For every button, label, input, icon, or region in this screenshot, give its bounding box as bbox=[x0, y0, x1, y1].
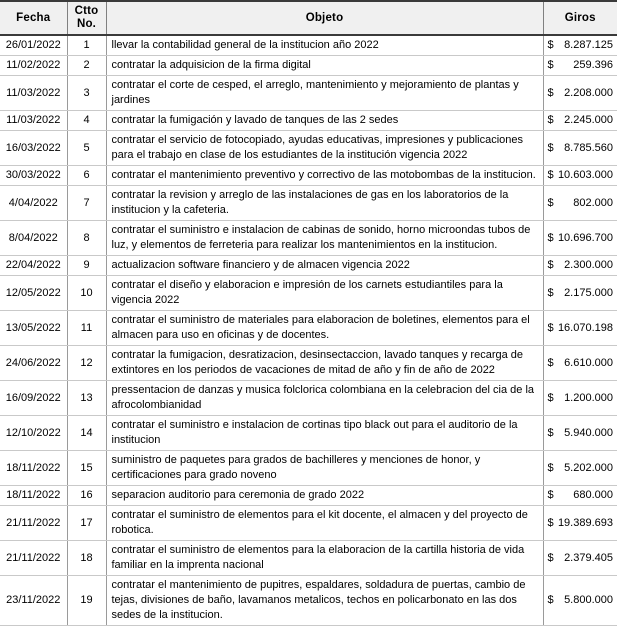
column-header-fecha[interactable]: Fecha bbox=[0, 1, 67, 35]
cell-giros bbox=[543, 541, 617, 576]
cell-objeto: contratar la fumigación y lavado de tanques de las 2 sedes bbox=[106, 111, 543, 131]
giros-amount: 6.610.000 bbox=[564, 356, 613, 369]
cell-fecha: 18/11/2022 bbox=[0, 451, 67, 486]
cell-objeto: separacion auditorio para ceremonia de grado 2022 bbox=[106, 486, 543, 506]
column-header-objeto[interactable]: Objeto bbox=[106, 1, 543, 35]
currency-symbol: $ bbox=[547, 551, 554, 564]
table-row[interactable] bbox=[0, 256, 617, 276]
cell-giros bbox=[543, 111, 617, 131]
cell-objeto: contratar el suministro de elementos para la elaboracion de la cartilla historia de vida familiar en la imprenta nacional bbox=[106, 541, 543, 576]
currency-symbol: $ bbox=[547, 516, 554, 529]
cell-giros bbox=[543, 576, 617, 626]
giros-amount: 2.175.000 bbox=[564, 286, 613, 299]
cell-ctto-no: 19 bbox=[67, 576, 106, 626]
cell-ctto-no: 16 bbox=[67, 486, 106, 506]
table-row[interactable] bbox=[0, 76, 617, 111]
cell-objeto: llevar la contabilidad general de la institucion año 2022 bbox=[106, 35, 543, 56]
cell-objeto: suministro de paquetes para grados de bachilleres y menciones de honor, y certificaciones para grado noveno bbox=[106, 451, 543, 486]
cell-giros bbox=[543, 76, 617, 111]
currency-symbol: $ bbox=[547, 594, 554, 606]
header-row bbox=[0, 1, 617, 35]
table-row[interactable] bbox=[0, 56, 617, 76]
table-row[interactable] bbox=[0, 311, 617, 346]
currency-symbol: $ bbox=[547, 169, 554, 181]
cell-fecha: 8/04/2022 bbox=[0, 221, 67, 256]
giros-amount: 5.940.000 bbox=[564, 426, 613, 439]
cell-fecha: 11/02/2022 bbox=[0, 56, 67, 76]
column-header-giros[interactable]: Giros bbox=[543, 1, 617, 35]
cell-objeto: contratar la fumigacion, desratizacion, desinsectaccion, lavado tanques y recarga de extintores en los periodos de vacaciones de mitad de año y fin de año de 2022 bbox=[106, 346, 543, 381]
giros-amount: 5.800.000 bbox=[564, 594, 613, 606]
cell-giros bbox=[543, 221, 617, 256]
giros-amount: 5.202.000 bbox=[564, 461, 613, 474]
giros-amount: 802.000 bbox=[573, 196, 613, 209]
table-row[interactable] bbox=[0, 381, 617, 416]
cell-objeto: contratar el servicio de fotocopiado, ayudas educativas, impresiones y publicaciones para el trabajo en clase de los estudiantes de la institución vigencia 2022 bbox=[106, 131, 543, 166]
cell-ctto-no: 4 bbox=[67, 111, 106, 131]
cell-fecha: 18/11/2022 bbox=[0, 486, 67, 506]
giros-amount: 10.603.000 bbox=[557, 169, 613, 181]
table-row[interactable] bbox=[0, 186, 617, 221]
giros-amount: 680.000 bbox=[573, 489, 613, 501]
cell-objeto: contratar la adquisicion de la firma digital bbox=[106, 56, 543, 76]
currency-symbol: $ bbox=[547, 231, 554, 244]
cell-fecha: 12/05/2022 bbox=[0, 276, 67, 311]
cell-ctto-no: 12 bbox=[67, 346, 106, 381]
cell-ctto-no: 6 bbox=[67, 166, 106, 186]
cell-objeto: contratar el suministro de elementos para el kit docente, el almacen y del proyecto de robotica. bbox=[106, 506, 543, 541]
cell-giros bbox=[543, 311, 617, 346]
currency-symbol: $ bbox=[547, 141, 554, 154]
table-row[interactable] bbox=[0, 131, 617, 166]
currency-symbol: $ bbox=[547, 86, 554, 99]
cell-objeto: contratar el suministro e instalacion de cortinas tipo black out para el auditorio de la institucion bbox=[106, 416, 543, 451]
cell-fecha: 21/11/2022 bbox=[0, 506, 67, 541]
cell-fecha: 11/03/2022 bbox=[0, 111, 67, 131]
cell-ctto-no: 5 bbox=[67, 131, 106, 166]
cell-objeto: contratar el mantenimiento preventivo y correctivo de las motobombas de la institucion. bbox=[106, 166, 543, 186]
currency-symbol: $ bbox=[547, 391, 554, 404]
table-row[interactable] bbox=[0, 166, 617, 186]
giros-amount: 10.696.700 bbox=[557, 231, 613, 244]
cell-objeto: pressentacion de danzas y musica folclorica colombiana en la celebracion del cia de la afrocolombianidad bbox=[106, 381, 543, 416]
giros-amount: 1.200.000 bbox=[564, 391, 613, 404]
currency-symbol: $ bbox=[547, 489, 554, 501]
cell-fecha: 26/01/2022 bbox=[0, 35, 67, 56]
giros-amount: 2.208.000 bbox=[564, 86, 613, 99]
currency-symbol: $ bbox=[547, 39, 554, 51]
cell-giros bbox=[543, 276, 617, 311]
cell-giros bbox=[543, 186, 617, 221]
currency-symbol: $ bbox=[547, 356, 554, 369]
giros-amount: 259.396 bbox=[573, 59, 613, 71]
giros-amount: 2.300.000 bbox=[564, 259, 613, 271]
cell-ctto-no: 9 bbox=[67, 256, 106, 276]
cell-objeto: actualizacion software financiero y de almacen vigencia 2022 bbox=[106, 256, 543, 276]
table-row[interactable] bbox=[0, 486, 617, 506]
cell-objeto: contratar el suministro de materiales para elaboracion de boletines, elementos para el almacen para uso en oficinas y de docentes. bbox=[106, 311, 543, 346]
table-row[interactable] bbox=[0, 541, 617, 576]
cell-giros bbox=[543, 35, 617, 56]
cell-objeto: contratar el mantenimiento de pupitres, espaldares, soldadura de puertas, cambio de tejas, divisiones de baño, lavamanos metalicos, techos en policarbonato en las dos sedes de la institucion. bbox=[106, 576, 543, 626]
cell-ctto-no: 13 bbox=[67, 381, 106, 416]
currency-symbol: $ bbox=[547, 461, 554, 474]
currency-symbol: $ bbox=[547, 259, 554, 271]
cell-objeto: contratar el diseño y elaboracion e impresión de los carnets estudiantiles para la vigencia 2022 bbox=[106, 276, 543, 311]
cell-fecha: 13/05/2022 bbox=[0, 311, 67, 346]
giros-amount: 2.245.000 bbox=[564, 114, 613, 126]
giros-amount: 8.287.125 bbox=[564, 39, 613, 51]
cell-giros bbox=[543, 451, 617, 486]
cell-ctto-no: 8 bbox=[67, 221, 106, 256]
cell-fecha: 4/04/2022 bbox=[0, 186, 67, 221]
table-header bbox=[0, 1, 617, 35]
table-row[interactable] bbox=[0, 451, 617, 486]
cell-objeto: contratar el suministro e instalacion de cabinas de sonido, horno microondas tubos de luz, y elementos de ferreteria para realizar los mantenimientos en la institucion. bbox=[106, 221, 543, 256]
cell-giros bbox=[543, 56, 617, 76]
cell-giros bbox=[543, 381, 617, 416]
cell-fecha: 22/04/2022 bbox=[0, 256, 67, 276]
cell-giros bbox=[543, 166, 617, 186]
cell-fecha: 11/03/2022 bbox=[0, 76, 67, 111]
column-header-ctto-no[interactable]: Ctto No. bbox=[67, 1, 106, 35]
cell-objeto: contratar la revision y arreglo de las instalaciones de gas en los laboratorios de la institucion y la cafeteria. bbox=[106, 186, 543, 221]
cell-giros bbox=[543, 506, 617, 541]
table-row[interactable] bbox=[0, 576, 617, 626]
cell-ctto-no: 10 bbox=[67, 276, 106, 311]
cell-ctto-no: 15 bbox=[67, 451, 106, 486]
cell-ctto-no: 11 bbox=[67, 311, 106, 346]
cell-giros bbox=[543, 346, 617, 381]
table-row[interactable] bbox=[0, 35, 617, 56]
cell-ctto-no: 2 bbox=[67, 56, 106, 76]
cell-fecha: 16/03/2022 bbox=[0, 131, 67, 166]
currency-symbol: $ bbox=[547, 286, 554, 299]
cell-ctto-no: 18 bbox=[67, 541, 106, 576]
cell-fecha: 21/11/2022 bbox=[0, 541, 67, 576]
table-row[interactable] bbox=[0, 276, 617, 311]
cell-giros bbox=[543, 256, 617, 276]
cell-giros bbox=[543, 486, 617, 506]
table-row[interactable] bbox=[0, 506, 617, 541]
cell-fecha: 12/10/2022 bbox=[0, 416, 67, 451]
currency-symbol: $ bbox=[547, 59, 554, 71]
giros-amount: 2.379.405 bbox=[564, 551, 613, 564]
giros-amount: 16.070.198 bbox=[557, 321, 613, 334]
cell-fecha: 24/06/2022 bbox=[0, 346, 67, 381]
giros-amount: 8.785.560 bbox=[564, 141, 613, 154]
giros-amount: 19.389.693 bbox=[557, 516, 613, 529]
table-row[interactable] bbox=[0, 416, 617, 451]
cell-giros bbox=[543, 416, 617, 451]
cell-ctto-no: 1 bbox=[67, 35, 106, 56]
cell-ctto-no: 3 bbox=[67, 76, 106, 111]
table-body bbox=[0, 35, 617, 626]
cell-fecha: 30/03/2022 bbox=[0, 166, 67, 186]
currency-symbol: $ bbox=[547, 426, 554, 439]
cell-objeto: contratar el corte de cesped, el arreglo, mantenimiento y mejoramiento de plantas y jardines bbox=[106, 76, 543, 111]
table-row[interactable] bbox=[0, 346, 617, 381]
cell-fecha: 23/11/2022 bbox=[0, 576, 67, 626]
table-row[interactable] bbox=[0, 221, 617, 256]
cell-ctto-no: 7 bbox=[67, 186, 106, 221]
cell-ctto-no: 17 bbox=[67, 506, 106, 541]
currency-symbol: $ bbox=[547, 321, 554, 334]
table-row[interactable] bbox=[0, 111, 617, 131]
cell-fecha: 16/09/2022 bbox=[0, 381, 67, 416]
currency-symbol: $ bbox=[547, 114, 554, 126]
currency-symbol: $ bbox=[547, 196, 554, 209]
cell-ctto-no: 14 bbox=[67, 416, 106, 451]
cell-giros bbox=[543, 131, 617, 166]
